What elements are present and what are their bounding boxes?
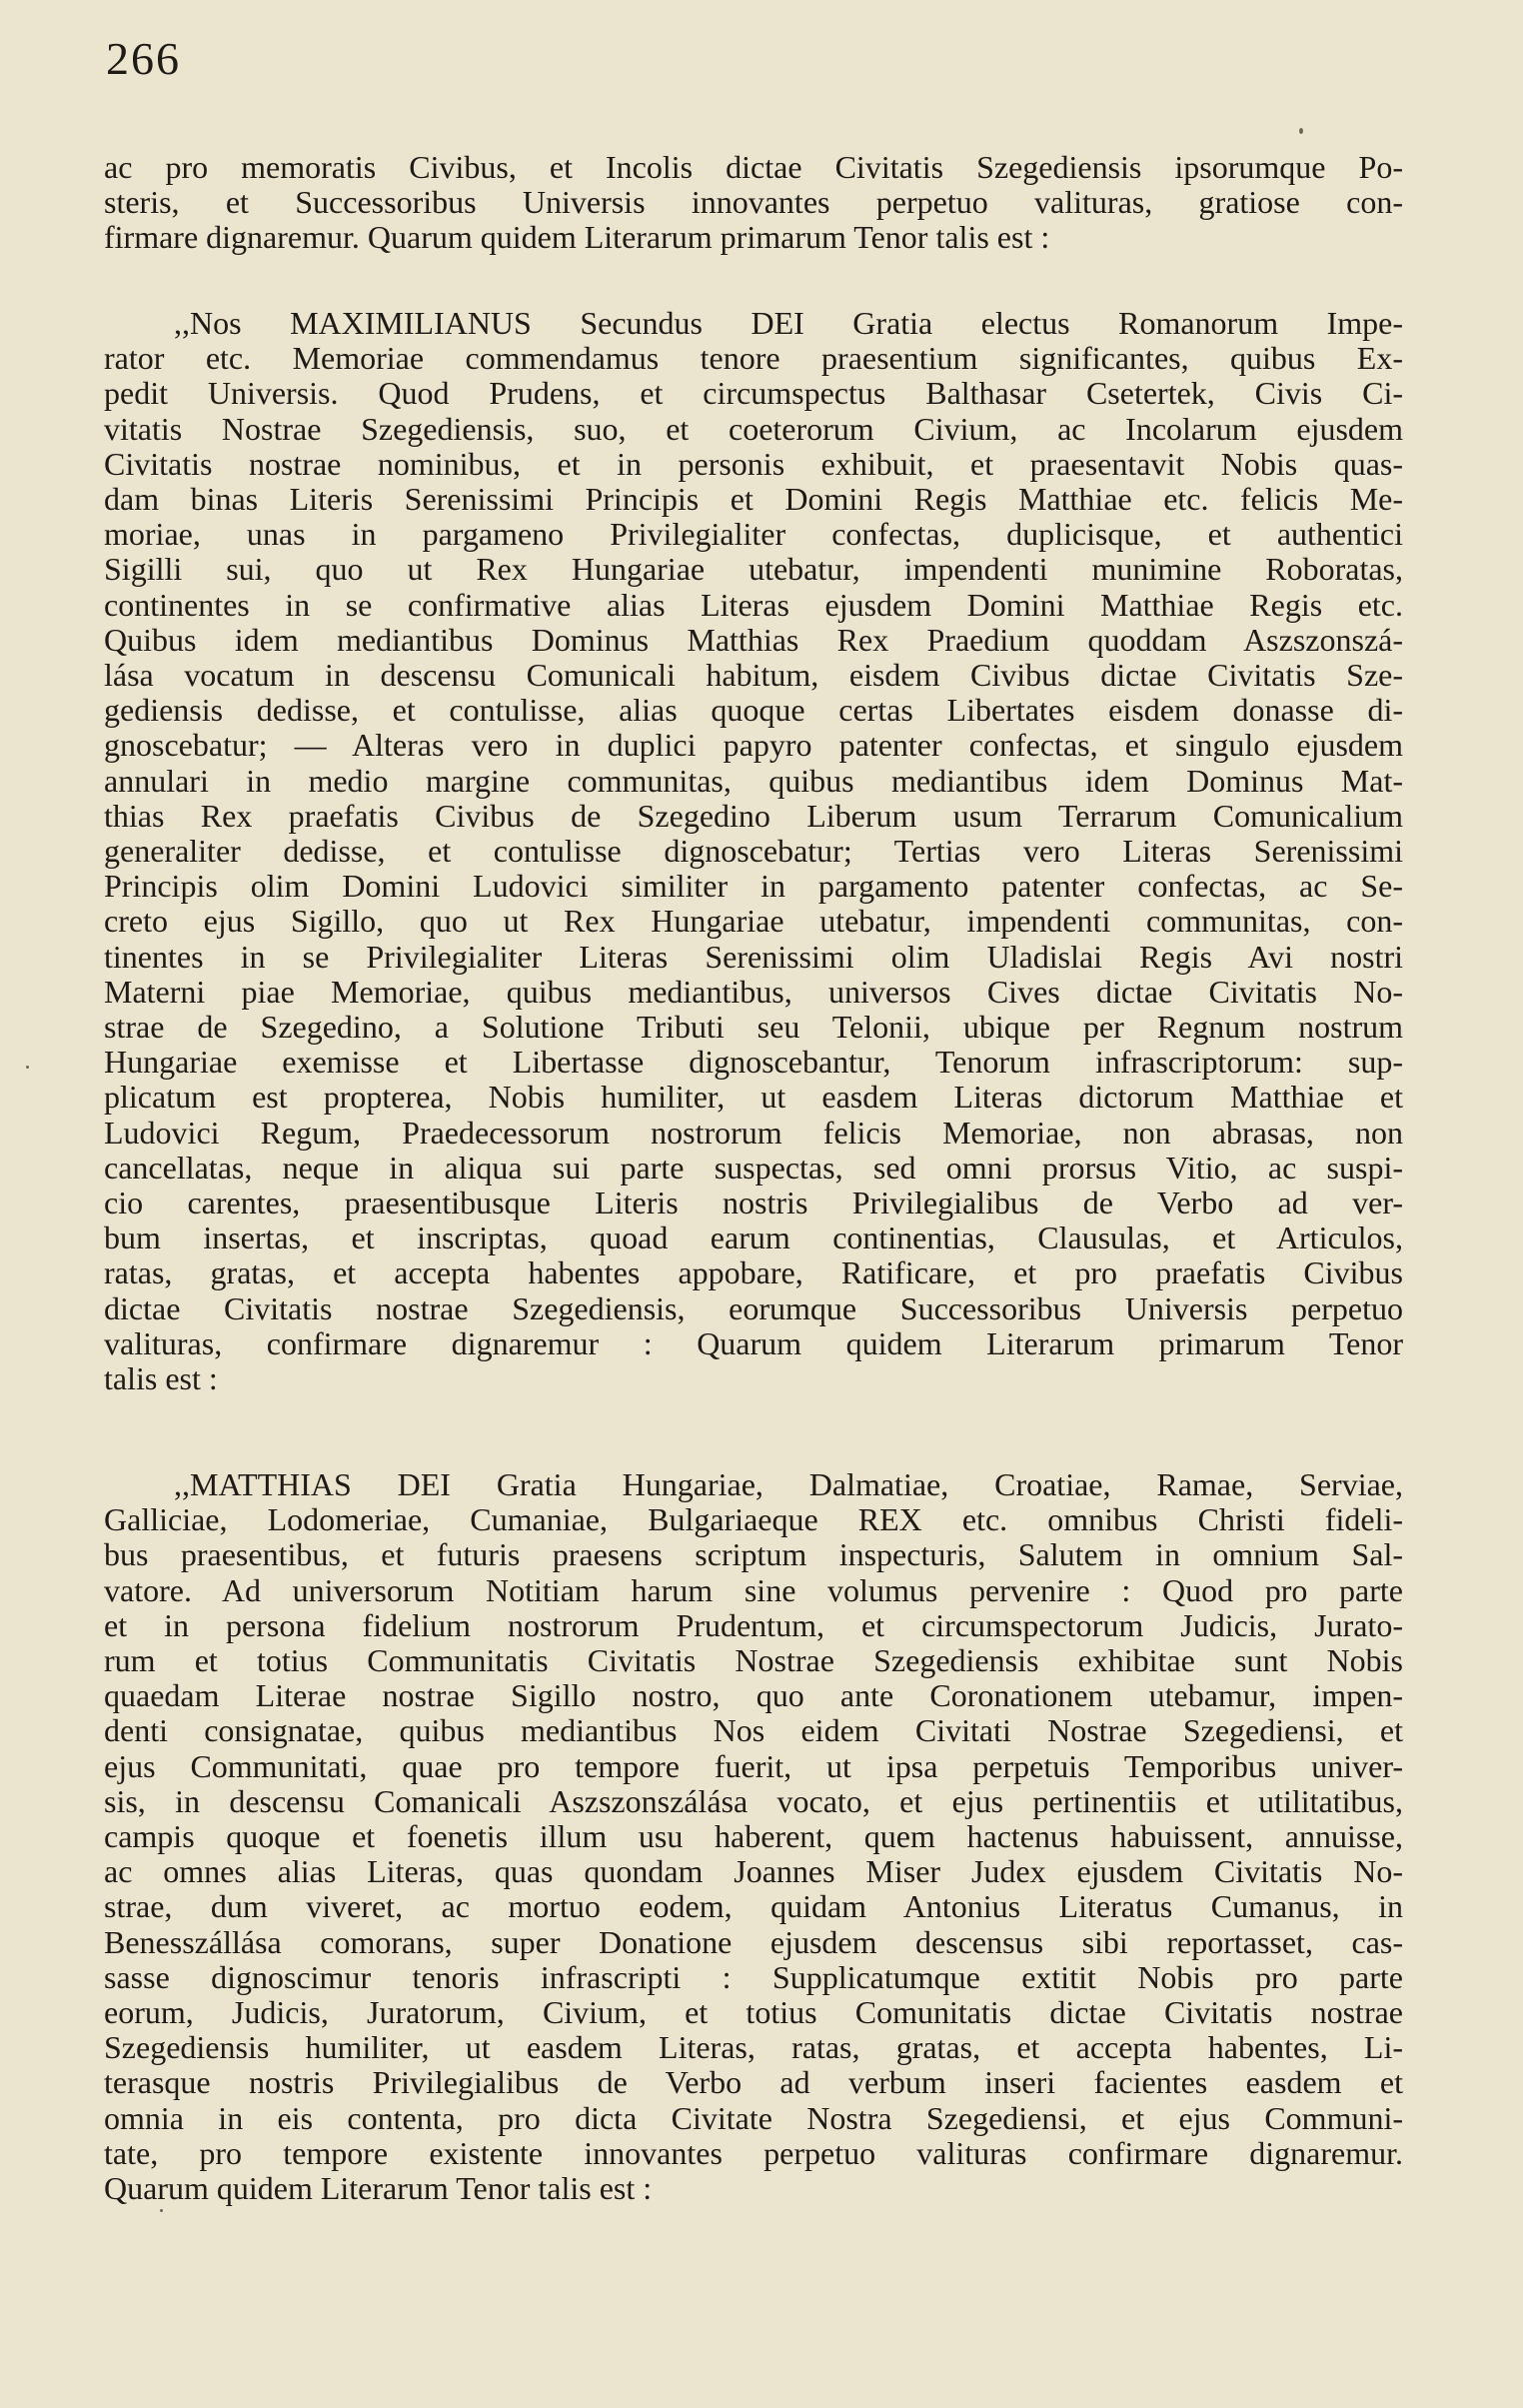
- text-line: Principis olim Domini Ludovici similiter in pargamento patenter confectas, ac Se-: [104, 869, 1403, 905]
- print-speck: [1299, 128, 1303, 134]
- text-line: quaedam Literae nostrae Sigillo nostro, quo ante Coronationem utebamur, impen-: [104, 1678, 1403, 1714]
- text-line: ac omnes alias Literas, quas quondam Joannes Miser Judex ejusdem Civitatis No-: [104, 1854, 1403, 1890]
- text-line: Quarum quidem Literarum Tenor talis est :: [104, 2171, 653, 2207]
- text-line: sasse dignoscimur tenoris infrascripti : Supplicatumque extitit Nobis pro parte: [104, 1959, 1403, 1995]
- text-line: plicatum est propterea, Nobis humiliter, ut easdem Literas dictorum Matthiae et: [104, 1080, 1403, 1116]
- text-line: tate, pro tempore existente innovantes perpetuo valituras confirmare dignaremur.: [104, 2135, 1403, 2171]
- text-line: rum et totius Communitatis Civitatis Nostrae Szegediensis exhibitae sunt Nobis: [104, 1643, 1403, 1679]
- text-line: ac pro memoratis Civibus, et Incolis dictae Civitatis Szegediensis ipsorumque Po-: [104, 150, 1403, 185]
- paragraph-1: [104, 150, 1403, 256]
- text-line: Hungariae exemisse et Libertasse dignoscebantur, Tenorum infrascriptorum: sup-: [104, 1045, 1403, 1081]
- text-line: cancellatas, neque in aliqua sui parte suspectas, sed omni prorsus Vitio, ac suspi-: [104, 1150, 1403, 1186]
- text-line: et in persona fidelium nostrorum Prudentum, et circumspectorum Judicis, Jurato-: [104, 1607, 1403, 1643]
- text-line: Benesszállása comorans, super Donatione ejusdem descensus sibi reportasset, cas-: [104, 1924, 1403, 1960]
- text-line: campis quoque et foenetis illum usu haberent, quem hactenus habuissent, annuisse,: [104, 1819, 1403, 1855]
- text-line: annulari in medio margine communitas, quibus mediantibus idem Dominus Mat-: [104, 763, 1403, 799]
- text-line: denti consignatae, quibus mediantibus Nos eidem Civitati Nostrae Szegediensi, et: [104, 1713, 1403, 1749]
- text-line: talis est :: [104, 1361, 218, 1397]
- text-line: Civitatis nostrae nominibus, et in personis exhibuit, et praesentavit Nobis quas-: [104, 446, 1403, 482]
- text-line: ,,Nos MAXIMILIANUS Secundus DEI Gratia electus Romanorum Impe-: [174, 306, 1403, 341]
- text-line: Galliciae, Lodomeriae, Cumaniae, Bulgariaeque REX etc. omnibus Christi fideli-: [104, 1502, 1403, 1538]
- text-line: moriae, unas in pargameno Privilegialiter confectas, duplicisque, et authentici: [104, 517, 1403, 553]
- text-line: bus praesentibus, et futuris praesens scriptum inspecturis, Salutem in omnium Sal-: [104, 1537, 1403, 1573]
- text-line: ,,MATTHIAS DEI Gratia Hungariae, Dalmatiae, Croatiae, Ramae, Serviae,: [174, 1467, 1403, 1502]
- text-line: generaliter dedisse, et contulisse dignoscebatur; Tertias vero Literas Serenissimi: [104, 834, 1403, 870]
- print-speck: [160, 2209, 163, 2212]
- print-speck: [26, 1066, 29, 1069]
- text-line: lása vocatum in descensu Comunicali habitum, eisdem Civibus dictae Civitatis Sze-: [104, 658, 1403, 694]
- text-line: vatore. Ad universorum Notitiam harum sine volumus pervenire : Quod pro parte: [104, 1572, 1403, 1608]
- paragraph-3: [104, 1467, 1403, 2206]
- text-line: ejus Communitati, quae pro tempore fuerit, ut ipsa perpetuis Temporibus univer-: [104, 1748, 1403, 1784]
- text-line: cio carentes, praesentibusque Literis nostris Privilegialibus de Verbo ad ver-: [104, 1186, 1403, 1221]
- text-line: gnoscebatur; — Alteras vero in duplici papyro patenter confectas, et singulo ejusdem: [104, 728, 1403, 764]
- text-line: valituras, confirmare dignaremur : Quarum quidem Literarum primarum Tenor: [104, 1325, 1403, 1361]
- text-line: ratas, gratas, et accepta habentes appobare, Ratificare, et pro praefatis Civibus: [104, 1255, 1403, 1291]
- text-line: tinentes in se Privilegialiter Literas Serenissimi olim Uladislai Regis Avi nostri: [104, 939, 1403, 975]
- text-line: strae, dum viveret, ac mortuo eodem, quidam Antonius Literatus Cumanus, in: [104, 1889, 1403, 1925]
- paragraph-2: [104, 306, 1403, 1396]
- text-line: Ludovici Regum, Praedecessorum nostrorum felicis Memoriae, non abrasas, non: [104, 1115, 1403, 1151]
- text-line: vitatis Nostrae Szegediensis, suo, et coeterorum Civium, ac Incolarum ejusdem: [104, 411, 1403, 447]
- text-line: bum insertas, et inscriptas, quoad earum continentias, Clausulas, et Articulos,: [104, 1220, 1403, 1256]
- text-line: dictae Civitatis nostrae Szegediensis, eorumque Successoribus Universis perpetuo: [104, 1290, 1403, 1326]
- text-line: Quibus idem mediantibus Dominus Matthias Rex Praedium quoddam Aszszonszá-: [104, 622, 1403, 658]
- text-line: firmare dignaremur. Quarum quidem Literarum primarum Tenor talis est :: [104, 220, 1050, 256]
- text-line: strae de Szegedino, a Solutione Tributi seu Telonii, ubique per Regnum nostrum: [104, 1010, 1403, 1046]
- text-line: gediensis dedisse, et contulisse, alias quoque certas Libertates eisdem donasse di-: [104, 693, 1403, 729]
- text-line: rator etc. Memoriae commendamus tenore praesentium significantes, quibus Ex-: [104, 341, 1403, 377]
- text-line: dam binas Literis Serenissimi Principis et Domini Regis Matthiae etc. felicis Me-: [104, 482, 1403, 518]
- text-line: creto ejus Sigillo, quo ut Rex Hungariae utebatur, impendenti communitas, con-: [104, 904, 1403, 940]
- text-line: pedit Universis. Quod Prudens, et circumspectus Balthasar Csetertek, Civis Ci-: [104, 376, 1403, 412]
- text-line: Szegediensis humiliter, ut easdem Literas, ratas, gratas, et accepta habentes, Li-: [104, 2030, 1403, 2066]
- text-line: steris, et Successoribus Universis innovantes perpetuo valituras, gratiose con-: [104, 185, 1403, 221]
- text-line: Sigilli sui, quo ut Rex Hungariae utebatur, impendenti munimine Roboratas,: [104, 552, 1403, 588]
- text-line: continentes in se confirmative alias Literas ejusdem Domini Matthiae Regis etc.: [104, 587, 1403, 623]
- page-number: 266: [106, 33, 181, 84]
- text-line: thias Rex praefatis Civibus de Szegedino Liberum usum Terrarum Comunicalium: [104, 798, 1403, 834]
- text-line: terasque nostris Privilegialibus de Verbo ad verbum inseri facientes easdem et: [104, 2065, 1403, 2101]
- text-line: sis, in descensu Comanicali Aszszonszálása vocato, et ejus pertinentiis et utilitatibus,: [104, 1783, 1403, 1819]
- text-line: eorum, Judicis, Juratorum, Civium, et totius Comunitatis dictae Civitatis nostrae: [104, 1995, 1403, 2031]
- text-line: Materni piae Memoriae, quibus mediantibus, universos Cives dictae Civitatis No-: [104, 974, 1403, 1010]
- text-line: omnia in eis contenta, pro dicta Civitate Nostra Szegediensi, et ejus Communi-: [104, 2100, 1403, 2136]
